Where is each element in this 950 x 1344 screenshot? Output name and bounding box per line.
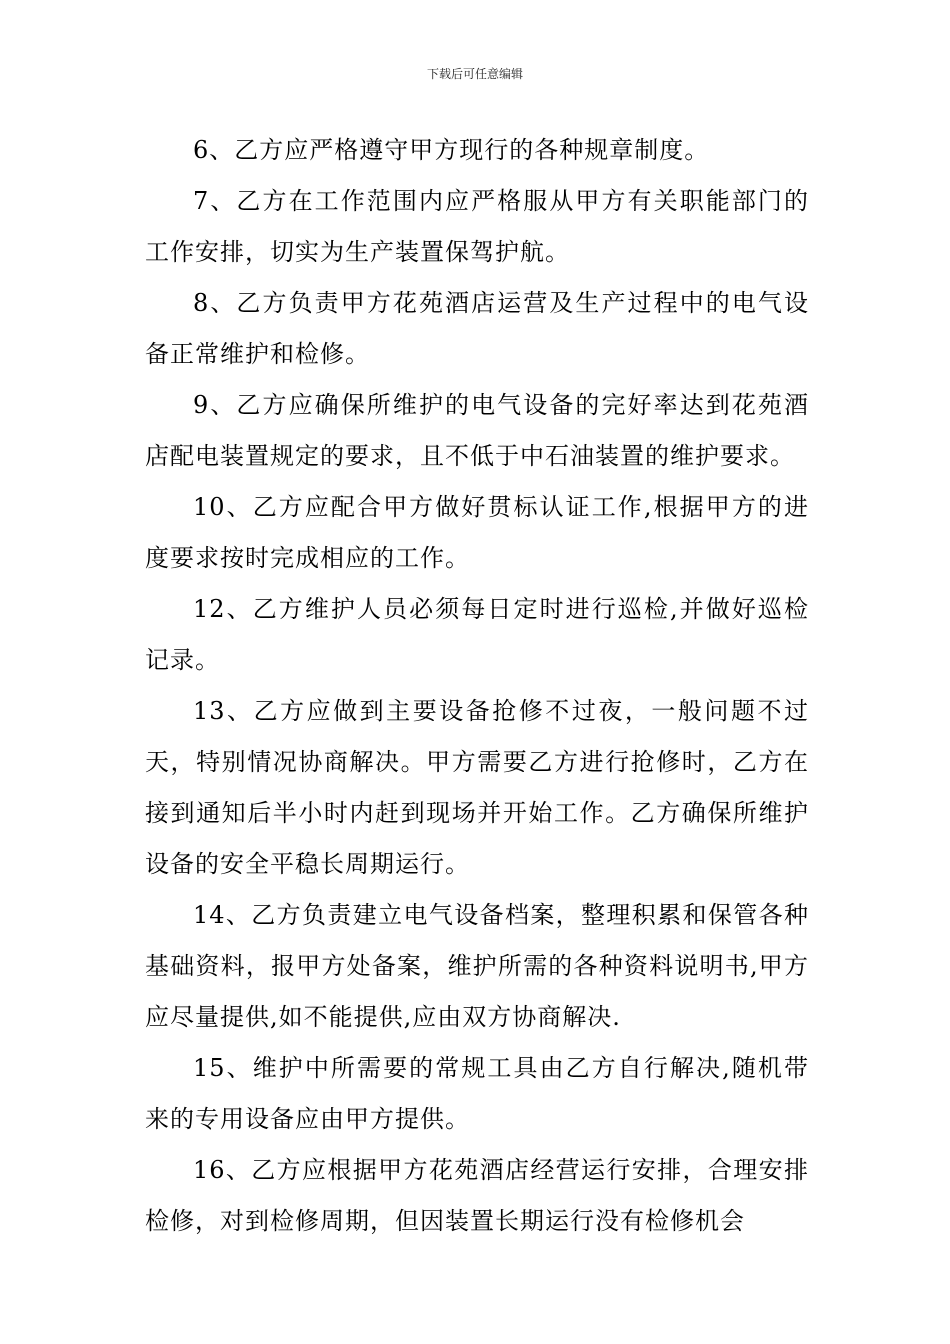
page-header-note: 下载后可任意编辑 (426, 67, 523, 81)
paragraph-16: 16、乙方应根据甲方花苑酒店经营运行安排，合理安排检修，对到检修周期，但因装置长期运行没有检修机会 (145, 1156, 809, 1235)
paragraph-13: 13、乙方应做到主要设备抢修不过夜，一般问题不过天，特别情况协商解决。甲方需要乙方进行抢修时，乙方在接到通知后半小时内赶到现场并开始工作。乙方确保所维护设备的安全平稳长周期运行。 (145, 697, 809, 878)
paragraph-8: 8、乙方负责甲方花苑酒店运营及生产过程中的电气设备正常维护和检修。 (145, 289, 809, 368)
paragraph-14: 14、乙方负责建立电气设备档案，整理积累和保管各种基础资料，报甲方处备案，维护所需的各种资料说明书,甲方应尽量提供,如不能提供,应由双方协商解决. (145, 901, 809, 1031)
paragraph-7: 7、乙方在工作范围内应严格服从甲方有关职能部门的工作安排，切实为生产装置保驾护航。 (145, 187, 809, 266)
paragraph-15: 15、维护中所需要的常规工具由乙方自行解决,随机带来的专用设备应由甲方提供。 (145, 1054, 809, 1133)
paragraph-6: 6、乙方应严格遵守甲方现行的各种规章制度。 (193, 136, 710, 164)
paragraph-12: 12、乙方维护人员必须每日定时进行巡检,并做好巡检记录。 (145, 595, 809, 674)
document-body (145, 125, 809, 1247)
paragraph-10: 10、乙方应配合甲方做好贯标认证工作,根据甲方的进度要求按时完成相应的工作。 (145, 493, 809, 572)
paragraph-9: 9、乙方应确保所维护的电气设备的完好率达到花苑酒店配电装置规定的要求，且不低于中石油装置的维护要求。 (145, 391, 809, 470)
